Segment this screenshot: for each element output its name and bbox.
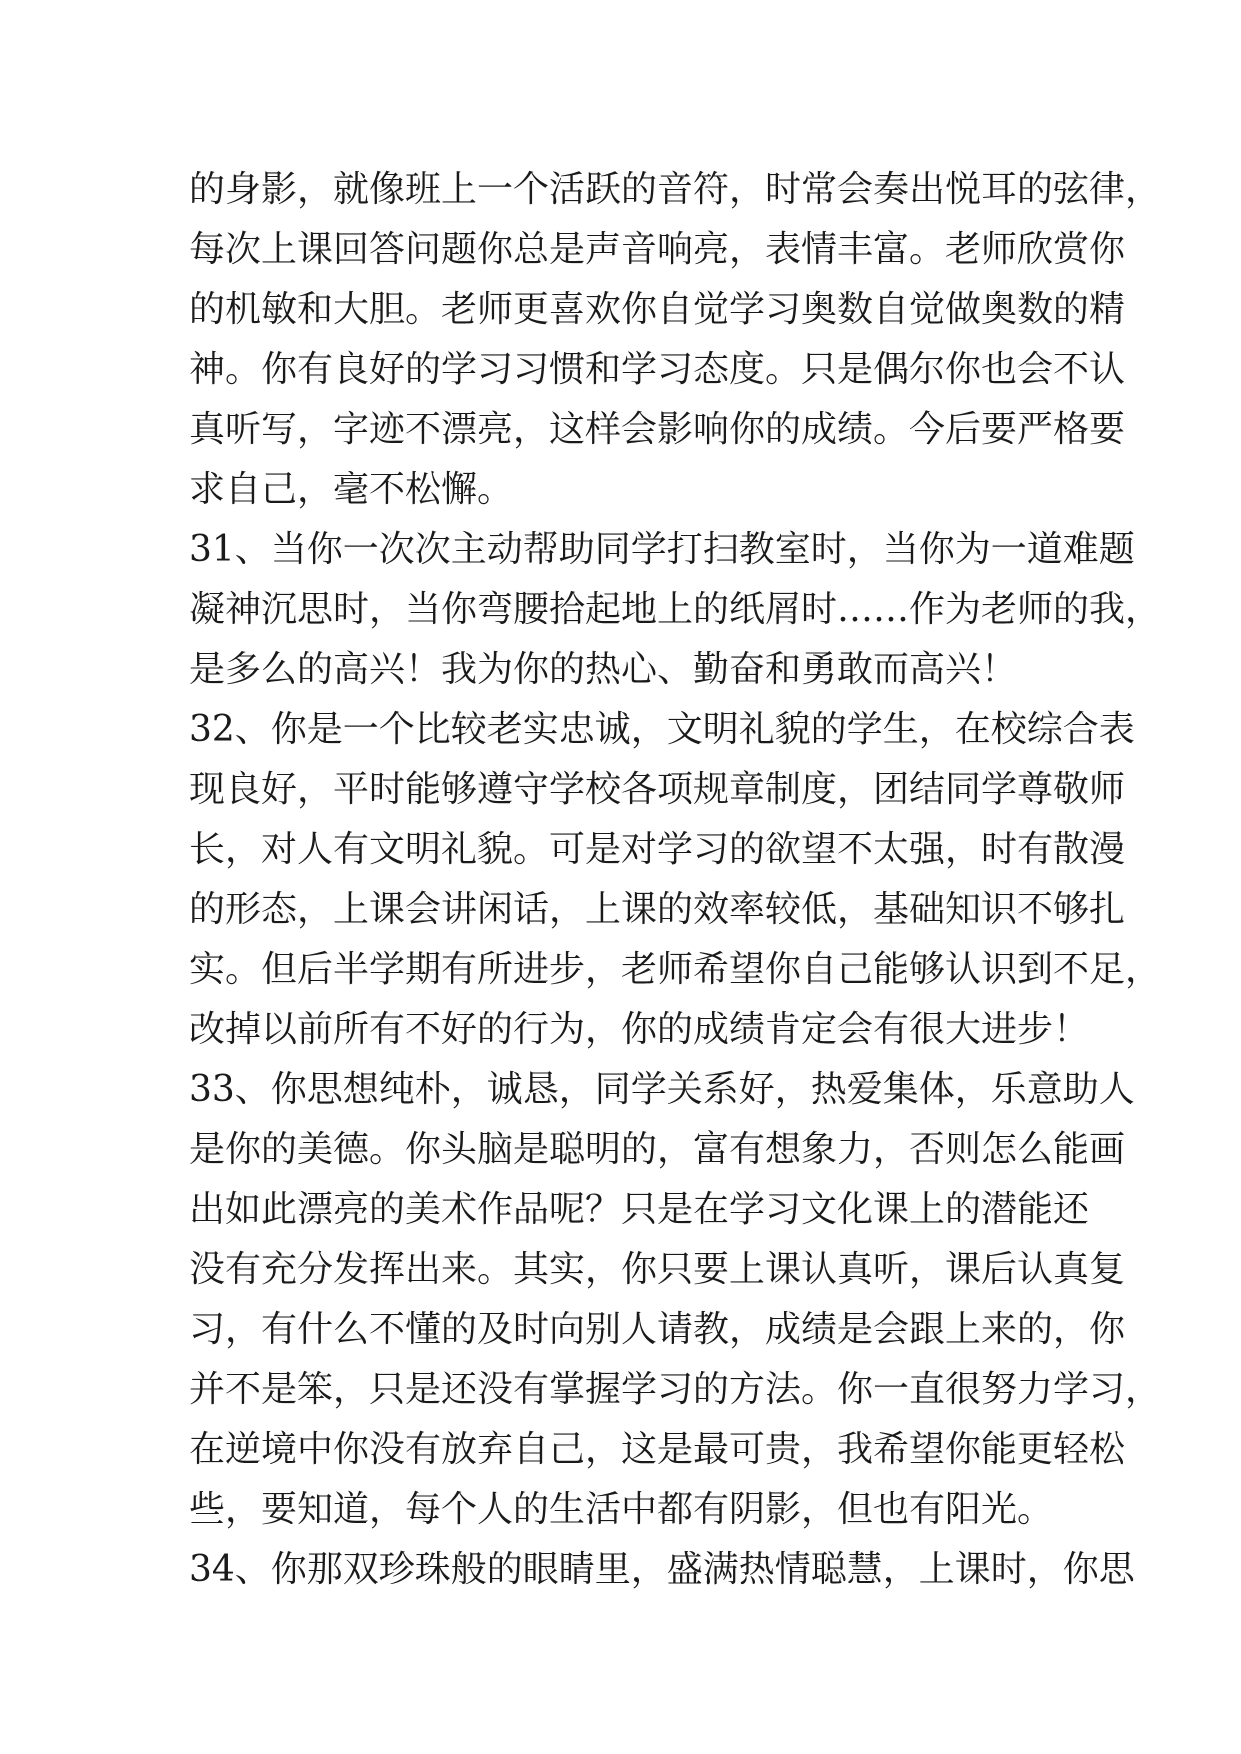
text-line: 是多么的高兴！我为你的热心、勤奋和勇敢而高兴！: [189, 649, 1018, 690]
text-line: 在逆境中你没有放弃自己，这是最可贵，我希望你能更轻松: [189, 1429, 1126, 1470]
text-line: 改掉以前所有不好的行为，你的成绩肯定会有很大进步！: [189, 1009, 1090, 1050]
text-line: 32、你是一个比较老实忠诚，文明礼貌的学生，在校综合表: [189, 709, 1135, 750]
text-line: 求自己，毫不松懈。: [189, 469, 514, 510]
text-line: 实。但后半学期有所进步，老师希望你自己能够认识到不足，: [189, 949, 1162, 990]
text-line: 些，要知道，每个人的生活中都有阴影，但也有阳光。: [189, 1489, 1054, 1530]
text-line: 33、你思想纯朴，诚恳，同学关系好，热爱集体，乐意助人: [189, 1069, 1135, 1110]
text-line: 真听写，字迹不漂亮，这样会影响你的成绩。今后要严格要: [189, 409, 1126, 450]
text-line: 出如此漂亮的美术作品呢？只是在学习文化课上的潜能还: [189, 1189, 1090, 1230]
text-line: 神。你有良好的学习习惯和学习态度。只是偶尔你也会不认: [189, 349, 1126, 390]
text-line: 31、当你一次次主动帮助同学打扫教室时，当你为一道难题: [189, 529, 1135, 570]
text-line: 每次上课回答问题你总是声音响亮，表情丰富。老师欣赏你: [189, 229, 1126, 270]
text-line: 的形态，上课会讲闲话，上课的效率较低，基础知识不够扎: [189, 889, 1126, 930]
text-line: 的机敏和大胆。老师更喜欢你自觉学习奥数自觉做奥数的精: [189, 289, 1126, 330]
text-line: 现良好，平时能够遵守学校各项规章制度，团结同学尊敬师: [189, 769, 1126, 810]
text-line: 凝神沉思时，当你弯腰拾起地上的纸屑时……作为老师的我，: [189, 589, 1162, 630]
text-line: 是你的美德。你头脑是聪明的，富有想象力，否则怎么能画: [189, 1129, 1126, 1170]
text-line: 习，有什么不懂的及时向别人请教，成绩是会跟上来的，你: [189, 1309, 1126, 1350]
document-body: [189, 160, 1162, 1600]
text-line: 34、你那双珍珠般的眼睛里，盛满热情聪慧，上课时，你思: [189, 1549, 1135, 1590]
text-line: 并不是笨，只是还没有掌握学习的方法。你一直很努力学习，: [189, 1369, 1162, 1410]
text-line: 长，对人有文明礼貌。可是对学习的欲望不太强，时有散漫: [189, 829, 1126, 870]
text-line: 没有充分发挥出来。其实，你只要上课认真听，课后认真复: [189, 1249, 1126, 1290]
text-line: 的身影，就像班上一个活跃的音符，时常会奏出悦耳的弦律，: [189, 169, 1162, 210]
